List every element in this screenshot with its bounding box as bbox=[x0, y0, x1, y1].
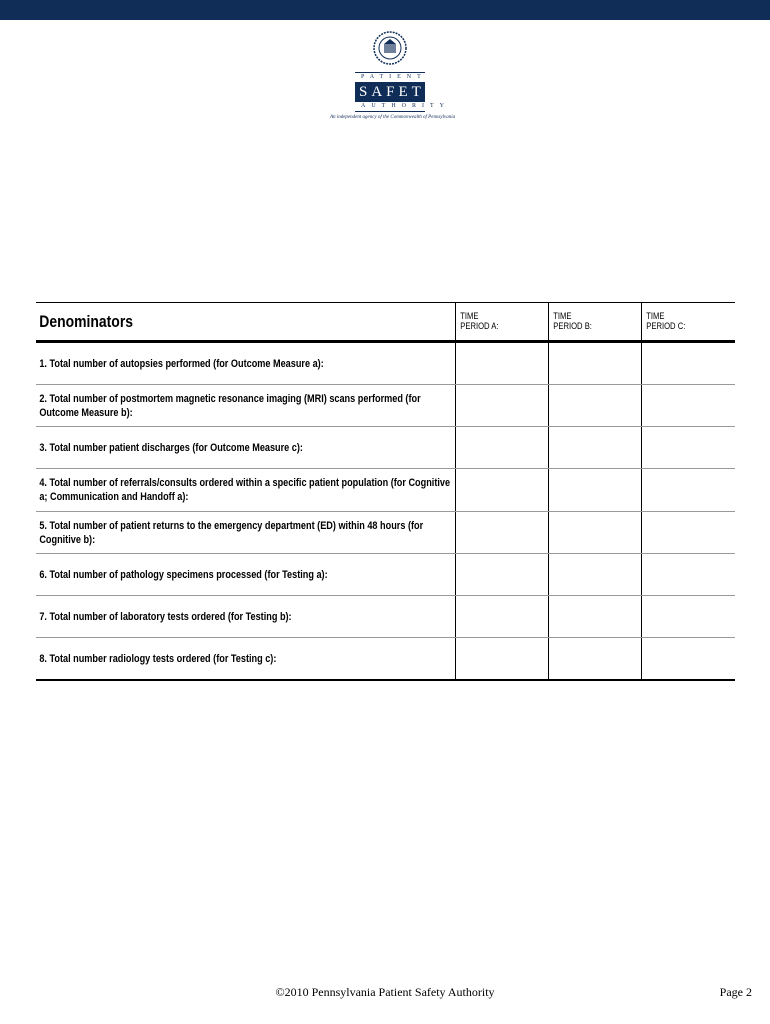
period-b-input-cell[interactable] bbox=[548, 385, 641, 427]
period-b-input-cell[interactable] bbox=[548, 342, 641, 385]
period-a-input-cell[interactable] bbox=[455, 385, 548, 427]
row-label: 1. Total number of autopsies performed (for Outcome Measure a): bbox=[39, 357, 324, 370]
period-c-input-cell[interactable] bbox=[642, 512, 735, 554]
logo-authority-text: AUTHORITY bbox=[355, 102, 425, 112]
table-row bbox=[36, 596, 735, 638]
period-b-line1: TIME bbox=[553, 311, 572, 321]
period-b-input-cell[interactable] bbox=[548, 427, 641, 469]
patient-safety-authority-logo bbox=[330, 30, 456, 120]
logo-tagline: An independent agency of the Commonwealth of Pennsylvania bbox=[330, 115, 456, 120]
table-row bbox=[36, 342, 735, 385]
period-c-input-cell[interactable] bbox=[642, 554, 735, 596]
row-label: 4. Total number of referrals/consults ordered within a specific patient population (for Cognitive a; Communication and Handoff a): bbox=[39, 477, 451, 503]
period-a-input-cell[interactable] bbox=[455, 342, 548, 385]
period-c-input-cell[interactable] bbox=[642, 342, 735, 385]
period-c-header bbox=[642, 303, 735, 342]
table-title: Denominators bbox=[39, 311, 134, 331]
period-a-line1: TIME bbox=[459, 311, 479, 321]
period-b-input-cell[interactable] bbox=[548, 469, 641, 512]
copyright-footer: ©2010 Pennsylvania Patient Safety Authority bbox=[275, 985, 495, 999]
period-c-input-cell[interactable] bbox=[642, 385, 735, 427]
period-b-line2: PERIOD B: bbox=[553, 321, 592, 331]
table-row bbox=[36, 554, 735, 596]
table-row bbox=[36, 638, 735, 681]
period-b-input-cell[interactable] bbox=[548, 596, 641, 638]
period-c-input-cell[interactable] bbox=[642, 469, 735, 512]
table-header-row bbox=[36, 303, 735, 342]
table-title-cell bbox=[36, 303, 455, 342]
period-a-input-cell[interactable] bbox=[455, 512, 548, 554]
denominators-table bbox=[36, 302, 735, 681]
period-a-header bbox=[455, 303, 548, 342]
table-row bbox=[36, 469, 735, 512]
row-label: 3. Total number patient discharges (for Outcome Measure c): bbox=[39, 441, 303, 454]
period-b-input-cell[interactable] bbox=[548, 638, 641, 681]
commonwealth-seal-icon bbox=[372, 30, 408, 66]
period-c-input-cell[interactable] bbox=[642, 596, 735, 638]
period-c-input-cell[interactable] bbox=[642, 638, 735, 681]
row-label: 2. Total number of postmortem magnetic resonance imaging (MRI) scans performed (for Outcome Measure b): bbox=[39, 392, 421, 419]
period-b-header bbox=[548, 303, 641, 342]
row-label: 5. Total number of patient returns to the emergency department (ED) within 48 hours (for Cognitive b): bbox=[39, 519, 424, 546]
period-b-input-cell[interactable] bbox=[548, 554, 641, 596]
row-label: 8. Total number radiology tests ordered (for Testing c): bbox=[39, 652, 277, 665]
logo-patient-text: PATIENT bbox=[355, 72, 425, 82]
period-a-input-cell[interactable] bbox=[455, 638, 548, 681]
period-a-input-cell[interactable] bbox=[455, 469, 548, 512]
header-bar bbox=[0, 0, 770, 20]
table-row bbox=[36, 512, 735, 554]
period-c-input-cell[interactable] bbox=[642, 427, 735, 469]
table-row bbox=[36, 427, 735, 469]
logo-safety-text: SAFETY bbox=[355, 82, 425, 102]
page-number: Page 2 bbox=[719, 985, 752, 999]
period-b-input-cell[interactable] bbox=[548, 512, 641, 554]
period-a-line2: PERIOD A: bbox=[459, 321, 499, 331]
row-label: 6. Total number of pathology specimens processed (for Testing a): bbox=[39, 568, 328, 581]
period-c-line2: PERIOD C: bbox=[646, 321, 686, 331]
table-row bbox=[36, 385, 735, 427]
row-label: 7. Total number of laboratory tests ordered (for Testing b): bbox=[39, 610, 292, 623]
period-a-input-cell[interactable] bbox=[455, 554, 548, 596]
period-a-input-cell[interactable] bbox=[455, 427, 548, 469]
period-c-line1: TIME bbox=[646, 311, 665, 321]
period-a-input-cell[interactable] bbox=[455, 596, 548, 638]
